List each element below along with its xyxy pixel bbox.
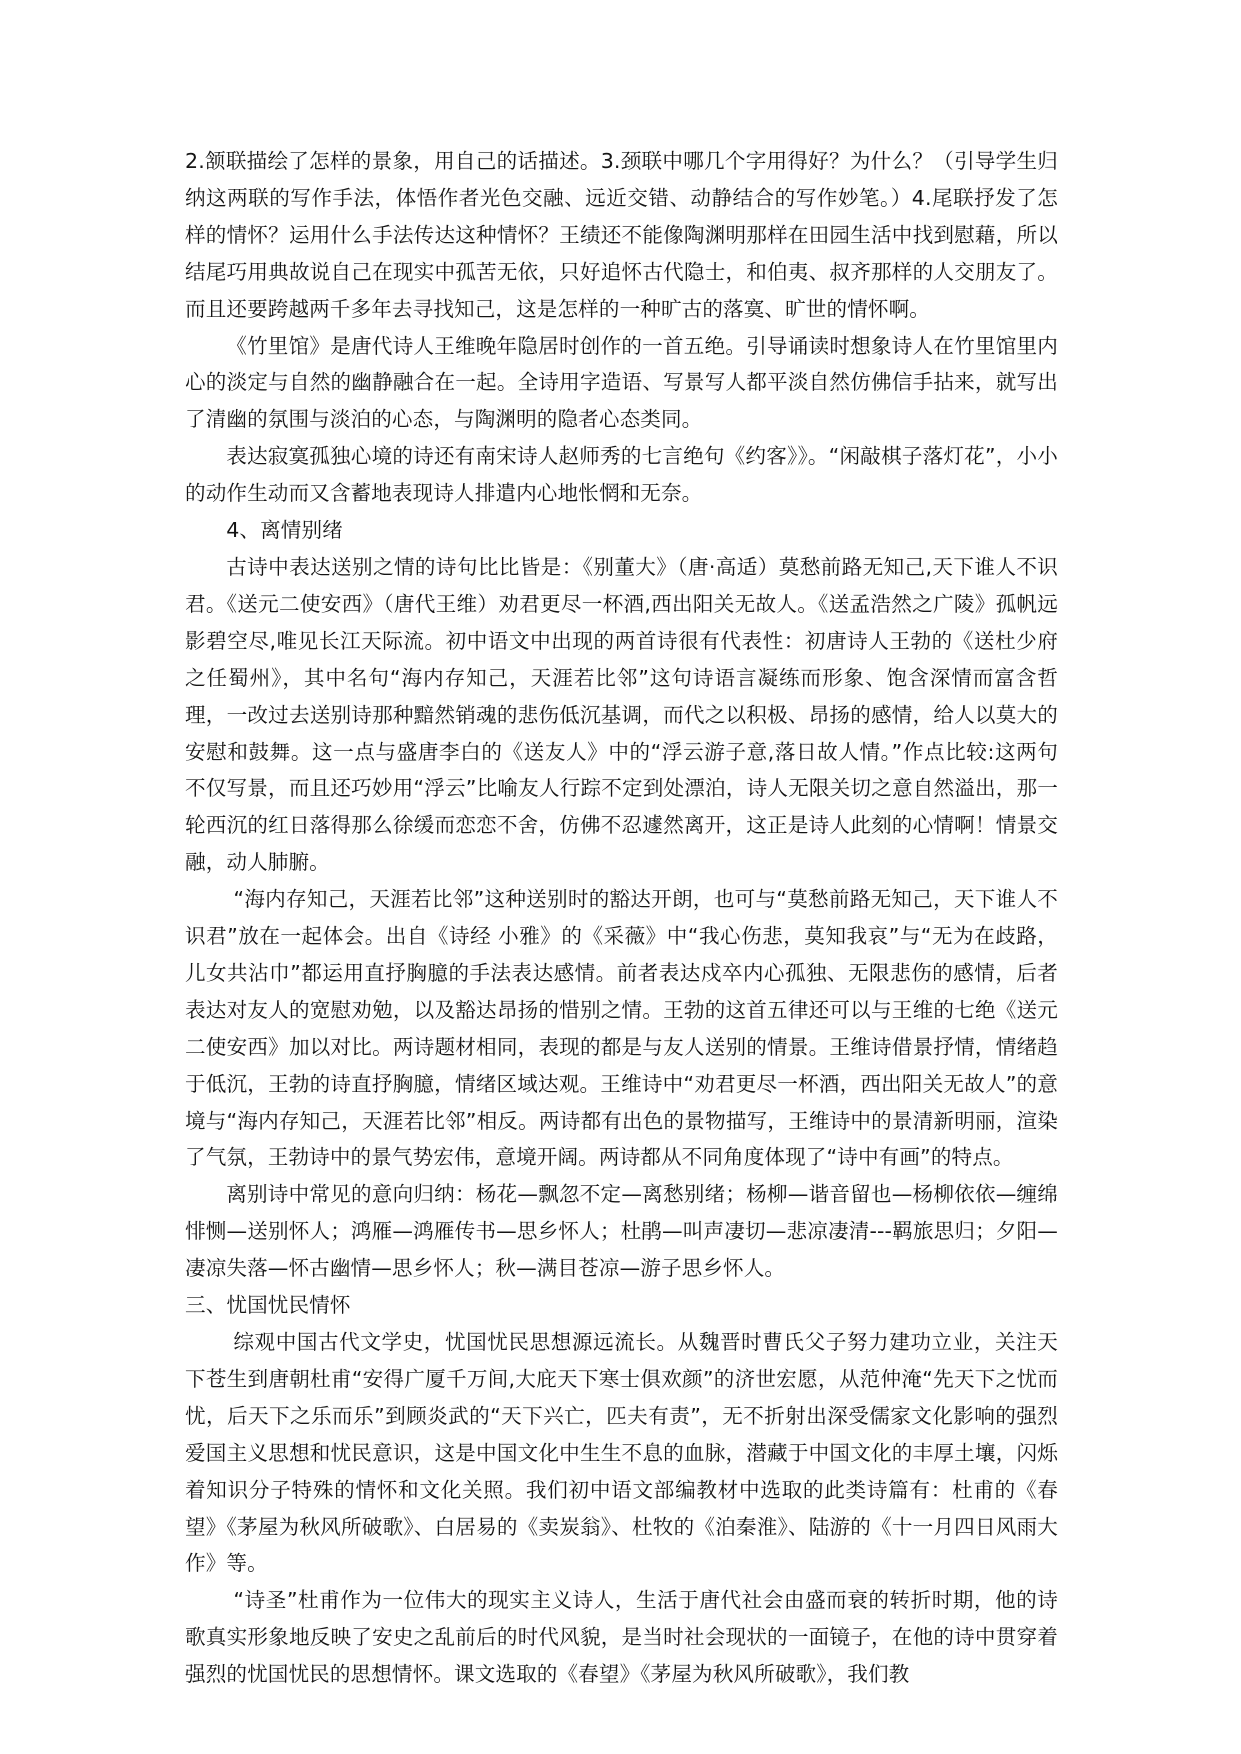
section-heading-patriotism: 三、忧国忧民情怀 xyxy=(185,1293,351,1318)
paragraph-poem-questions: 2.颔联描绘了怎样的景象，用自己的话描述。3.颈联中哪几个字用得好？为什么？（引导学生归纳这两联的写作手法，体悟作者光色交融、远近交错、动静结合的写作妙笔。）4.尾联抒发了怎样的情怀？运用什么手法传达这种情怀？王绩还不能像陶渊明那样在田园生活中找到慰藉，所以结尾巧用典故说自己在现实中孤苦无依，只好追怀古代隐士，和伯夷、叔齐那样的人交朋友了。而且还要跨越两千多年去寻找知己，这是怎样的一种旷古的落寞、旷世的情怀啊。 xyxy=(185,149,1058,321)
paragraph-yueke: 表达寂寞孤独心境的诗还有南宋诗人赵师秀的七言绝句《约客》》。“闲敲棋子落灯花”，小小的动作生动而又含蓄地表现诗人排遣内心地怅惘和无奈。 xyxy=(185,444,1058,506)
paragraph-farewell-poems: 古诗中表达送别之情的诗句比比皆是：《别董大》（唐·高适）莫愁前路无知己,天下谁人不识君。《送元二使安西》（唐代王维）劝君更尽一杯酒,西出阳关无故人。《送孟浩然之广陵》孤帆远影碧空尽,唯见长江天际流。初中语文中出现的两首诗很有代表性：初唐诗人王勃的《送杜少府之任蜀州》，其中名句“海内存知己，天涯若比邻”这句诗语言凝练而形象、饱含深情而富含哲理，一改过去送别诗那种黯然销魂的悲伤低沉基调，而代之以积极、昂扬的感情，给人以莫大的安慰和鼓舞。这一点与盛唐李白的《送友人》中的“浮云游子意,落日故人情。”作点比较:这两句不仅写景，而且还巧妙用“浮云”比喻友人行踪不定到处漂泊，诗人无限关切之意自然溢出，那一轮西沉的红日落得那么徐缓而恋恋不舍，仿佛不忍遽然离开，这正是诗人此刻的心情啊！情景交融，动人肺腑。 xyxy=(185,554,1058,875)
paragraph-du-fu: “诗圣”杜甫作为一位伟大的现实主义诗人，生活于唐代社会由盛而衰的转折时期，他的诗歌真实形象地反映了安史之乱前后的时代风貌，是当时社会现状的一面镜子，在他的诗中贯穿着强烈的忧国忧民的思想情怀。课文选取的《春望》《茅屋为秋风所破歌》，我们教 xyxy=(185,1588,1058,1687)
document-page xyxy=(185,143,1058,1693)
paragraph-farewell-comparison: “海内存知己，天涯若比邻”这种送别时的豁达开朗，也可与“莫愁前路无知己，天下谁人不识君”放在一起体会。出自《诗经 小雅》的《采薇》中“我心伤悲，莫知我哀”与“无为在歧路，儿女共沾巾”都运用直抒胸臆的手法表达感情。前者表达戍卒内心孤独、无限悲伤的感情，后者表达对友人的宽慰劝勉，以及豁达昂扬的惜别之情。王勃的这首五律还可以与王维的七绝《送元二使安西》加以对比。两诗题材相同，表现的都是与友人送别的情景。王维诗借景抒情，情绪趋于低沉，王勃的诗直抒胸臆，情绪区域达观。王维诗中“劝君更尽一杯酒，西出阳关无故人”的意境与“海内存知己，天涯若比邻”相反。两诗都有出色的景物描写，王维诗中的景清新明丽，渲染了气氛，王勃诗中的景气势宏伟，意境开阔。两诗都从不同角度体现了“诗中有画”的特点。 xyxy=(185,887,1058,1170)
paragraph-farewell-imagery: 离别诗中常见的意向归纳：杨花—飘忽不定—离愁别绪；杨柳—谐音留也—杨柳依依—缠绵悱恻—送别怀人；鸿雁—鸿雁传书—思乡怀人；杜鹃—叫声凄切—悲凉凄清---羁旅思归；夕阳—凄凉失落—怀古幽情—思乡怀人；秋—满目苍凉—游子思乡怀人。 xyxy=(185,1182,1058,1281)
paragraph-zhuliguan: 《竹里馆》是唐代诗人王维晚年隐居时创作的一首五绝。引导诵读时想象诗人在竹里馆里内心的淡定与自然的幽静融合在一起。全诗用字造语、写景写人都平淡自然仿佛信手拈来，就写出了清幽的氛围与淡泊的心态，与陶渊明的隐者心态类同。 xyxy=(185,333,1058,432)
section-heading-farewell: 4、离情别绪 xyxy=(226,518,343,543)
paragraph-patriotism-overview: 综观中国古代文学史，忧国忧民思想源远流长。从魏晋时曹氏父子努力建功立业，关注天下苍生到唐朝杜甫“安得广厦千万间,大庇天下寒士俱欢颜”的济世宏愿，从范仲淹“先天下之忧而忧，后天下之乐而乐”到顾炎武的“天下兴亡，匹夫有责”，无不折射出深受儒家文化影响的强烈爱国主义思想和忧民意识，这是中国文化中生生不息的血脉，潜藏于中国文化的丰厚土壤，闪烁着知识分子特殊的情怀和文化关照。我们初中语文部编教材中选取的此类诗篇有：杜甫的《春望》《茅屋为秋风所破歌》、白居易的《卖炭翁》、杜牧的《泊秦淮》、陆游的《十一月四日风雨大作》等。 xyxy=(185,1330,1058,1576)
